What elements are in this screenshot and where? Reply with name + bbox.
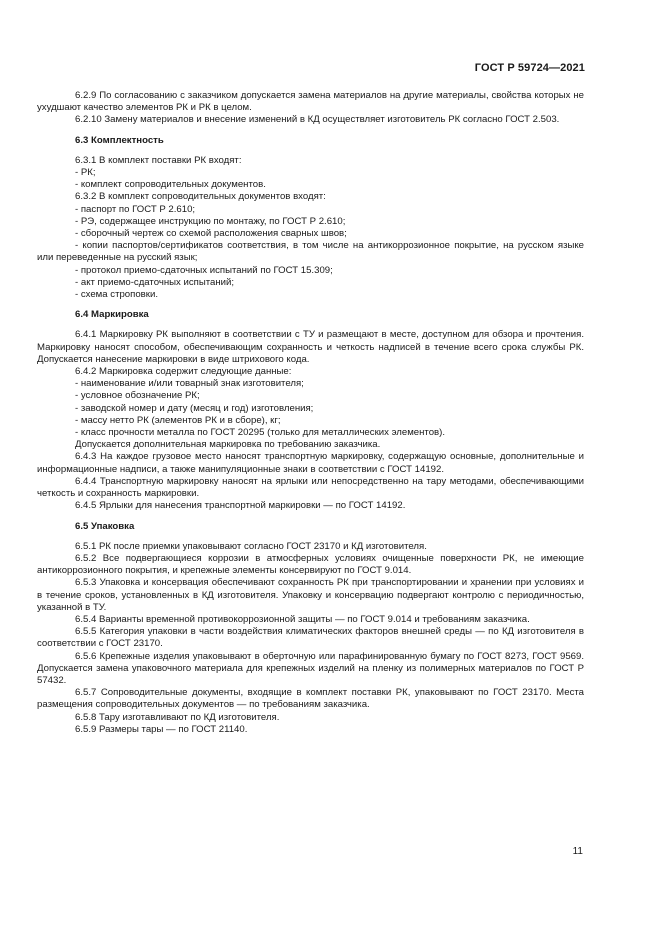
paragraph-6-2-9: 6.2.9 По согласованию с заказчиком допускается замена материалов на другие материалы, свойства которых не ухудшают качество элементов РК и РК в целом. [37,90,584,114]
section-heading-6-3: 6.3 Комплектность [75,134,164,146]
document-body [37,90,584,736]
document-code: ГОСТ Р 59724—2021 [474,62,585,74]
list-item: - сборочный чертеж со схемой расположения сварных швов; [75,228,347,240]
list-item: - протокол приемо-сдаточных испытаний по ГОСТ 15.309; [75,264,333,276]
paragraph-6-5-8: 6.5.8 Тару изготавливают по КД изготовителя. [75,711,280,723]
list-item: - РЭ, содержащее инструкцию по монтажу, по ГОСТ Р 2.610; [75,215,346,227]
list-item: - массу нетто РК (элементов РК и в сборе), кг; [75,414,281,426]
paragraph-6-5-9: 6.5.9 Размеры тары — по ГОСТ 21140. [75,723,248,735]
paragraph-6-5-1: 6.5.1 РК после приемки упаковывают согласно ГОСТ 23170 и КД изготовителя. [75,540,427,552]
paragraph-6-4-1: 6.4.1 Маркировку РК выполняют в соответствии с ТУ и размещают в месте, доступном для обзора и прочтения. Маркировку наносят способом, обеспечивающим сохранность и четкость надписей в течение всего срока службы РК. Допускается нанесение маркировки в виде штрихового кода. [37,329,584,365]
section-heading-6-5: 6.5 Упаковка [75,520,135,532]
list-item: - РК; [75,167,96,179]
list-item: - копии паспортов/сертификатов соответствия, в том числе на антикоррозионное покрытие, на русском языке или переведенные на русский язык; [37,240,584,264]
list-item: - акт приемо-сдаточных испытаний; [75,276,235,288]
list-item: - наименование и/или товарный знак изготовителя; [75,378,304,390]
list-item: - условное обозначение РК; [75,390,200,402]
list-item: - заводской номер и дату (месяц и год) изготовления; [75,402,314,414]
list-item: - паспорт по ГОСТ Р 2.610; [75,203,196,215]
section-heading-6-4: 6.4 Маркировка [75,309,149,321]
paragraph-6-5-6: 6.5.6 Крепежные изделия упаковывают в оберточную или парафинированную бумагу по ГОСТ 8273, ГОСТ 9569. Допускается замена упаковочного материала для крепежных изделий на пленку из полимерных материалов по ГОСТ Р 57432. [37,650,584,686]
paragraph-6-5-7: 6.5.7 Сопроводительные документы, входящие в комплект поставки РК, упаковывают по ГОСТ 23170. Места размещения сопроводительных документов — по требованиям заказчика. [37,687,584,711]
paragraph-6-5-2: 6.5.2 Все подвергающиеся коррозии в атмосферных условиях очищенные поверхности РК, не имеющие антикоррозионного покрытия, и крепежные элементы консервируют по ГОСТ 9.014. [37,552,584,577]
paragraph-6-4-3: 6.4.3 На каждое грузовое место наносят транспортную маркировку, содержащую основные, дополнительные и информационные надписи, а также манипуляционные знаки в соответствии с ГОСТ 14192. [37,451,584,475]
page-number: 11 [572,846,583,857]
paragraph-6-4-5: 6.4.5 Ярлыки для нанесения транспортной маркировки — по ГОСТ 14192. [75,500,406,512]
paragraph-6-5-4: 6.5.4 Варианты временной противокоррозионной защиты — по ГОСТ 9.014 и требованиям заказчика. [75,613,530,625]
paragraph-6-5-5: 6.5.5 Категория упаковки в части воздействия климатических факторов внешней среды — по КД изготовителя в соответствии с ГОСТ 23170. [37,626,584,650]
paragraph-6-3-2: 6.3.2 В комплект сопроводительных документов входят: [75,191,326,203]
paragraph-additional-marking: Допускается дополнительная маркировка по требованию заказчика. [75,439,381,451]
list-item: - класс прочности металла по ГОСТ 20295 (только для металлических элементов). [75,427,446,439]
paragraph-6-2-10: 6.2.10 Замену материалов и внесение изменений в КД осуществляет изготовитель РК согласно ГОСТ 2.503. [75,114,560,126]
paragraph-6-5-3: 6.5.3 Упаковка и консервация обеспечивают сохранность РК при транспортировании и хранении при условиях и в течение сроков, установленных в КД изготовителя. Упаковку и консервацию подвергают контролю с периодичностью, указанной в ТУ. [37,577,584,613]
paragraph-6-3-1: 6.3.1 В комплект поставки РК входят: [75,154,242,166]
paragraph-6-4-2: 6.4.2 Маркировка содержит следующие данные: [75,366,292,378]
list-item: - комплект сопроводительных документов. [75,179,266,191]
list-item: - схема строповки. [75,289,158,301]
paragraph-6-4-4: 6.4.4 Транспортную маркировку наносят на ярлыки или непосредственно на тару методами, обеспечивающими четкость и сохранность маркировки. [37,475,584,500]
